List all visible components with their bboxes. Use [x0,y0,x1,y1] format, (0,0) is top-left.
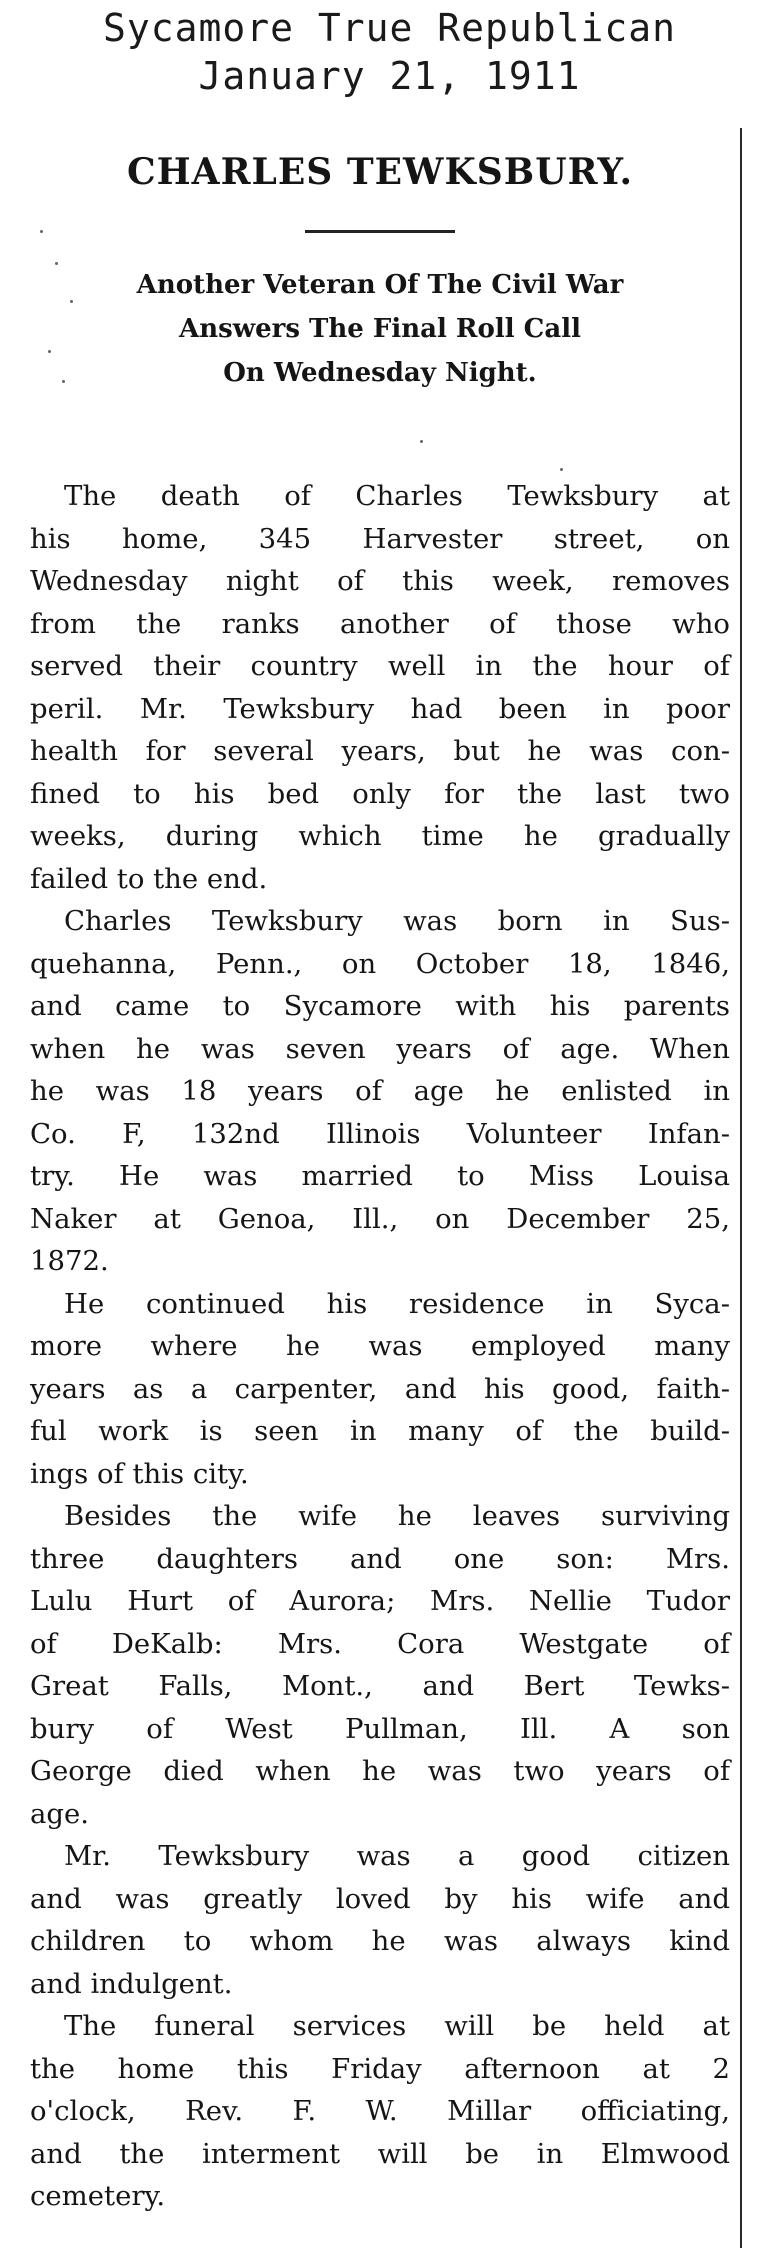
headline-divider [305,230,455,233]
column-rule [740,128,742,2248]
paragraph-line: The funeral services will be held at [64,2010,730,2042]
paragraph-line: fined to his bed only for the last two [30,777,730,810]
article-paragraph [30,1835,730,2005]
paragraph-line: his home, 345 Harvester street, on [30,522,730,555]
subhead-line: Answers The Final Roll Call [179,314,581,344]
paragraph-line: peril. Mr. Tewksbury had been in poor [30,692,730,725]
paragraph-line: and indulgent. [30,1967,233,2000]
subhead-line: Another Veteran Of The Civil War [136,270,624,300]
article-headline: CHARLES TEWKSBURY. [127,151,633,193]
paragraph-line: ful work is seen in many of the build- [30,1415,730,1447]
paragraph-line: Great Falls, Mont., and Bert Tewks- [30,1670,730,1702]
paragraph-line: age. [30,1797,90,1830]
masthead [0,4,779,100]
paragraph-line: served their country well in the hour of [30,650,730,682]
scan-speck [55,262,58,265]
paragraph-line: Besides the wife he leaves surviving [64,1500,730,1532]
scan-speck [48,350,51,353]
scan-speck [560,468,563,471]
article-paragraph [30,2005,730,2218]
paragraph-line: health for several years, but he was con- [30,735,730,767]
scan-speck [40,230,43,233]
paragraph-line: more where he was employed many [30,1330,730,1362]
paragraph-line: Lulu Hurt of Aurora; Mrs. Nellie Tudor [30,1585,730,1617]
article-paragraph [30,475,730,900]
paragraph-line: ings of this city. [30,1457,249,1490]
paragraph-line: bury of West Pullman, Ill. A son [30,1712,730,1745]
paragraph-line: Co. F, 132nd Illinois Volunteer Infan- [30,1117,730,1150]
masthead-date: January 21, 1911 [198,54,581,98]
paragraph-line: o'clock, Rev. F. W. Millar officiating, [30,2095,730,2127]
scan-speck [62,380,65,383]
paragraph-line: 1872. [30,1245,109,1277]
subhead-line: On Wednesday Night. [223,358,537,388]
paragraph-line: children to whom he was always kind [30,1925,730,1957]
paragraph-line: years as a carpenter, and his good, faith- [30,1372,730,1405]
paragraph-line: He continued his residence in Syca- [64,1287,730,1320]
scan-speck [70,300,73,303]
paragraph-line: weeks, during which time he gradually [30,820,730,852]
paragraph-line: try. He was married to Miss Louisa [30,1160,730,1192]
paragraph-line: when he was seven years of age. When [30,1032,730,1065]
paragraph-line: and came to Sycamore with his parents [30,990,730,1022]
article-paragraph [30,1495,730,1835]
paragraph-line: and the interment will be in Elmwood [30,2137,730,2170]
paragraph-line: Mr. Tewksbury was a good citizen [64,1840,730,1872]
paragraph-line: from the ranks another of those who [30,607,730,640]
paragraph-line: George died when he was two years of [30,1755,730,1787]
article-body [30,475,730,2218]
paragraph-line: Wednesday night of this week, removes [30,565,730,597]
article-subhead [30,263,730,395]
paragraph-line: Naker at Genoa, Ill., on December 25, [30,1202,730,1235]
masthead-title: Sycamore True Republican [102,6,677,50]
paragraph-line: he was 18 years of age he enlisted in [30,1075,730,1107]
paragraph-line: three daughters and one son: Mrs. [30,1542,730,1575]
scan-speck [420,440,423,443]
article-paragraph [30,1283,730,1496]
article-paragraph [30,900,730,1283]
paragraph-line: Charles Tewksbury was born in Sus- [64,905,730,937]
paragraph-line: the home this Friday afternoon at 2 [30,2052,730,2085]
paragraph-line: of DeKalb: Mrs. Cora Westgate of [30,1627,730,1660]
paragraph-line: cemetery. [30,2180,166,2212]
paragraph-line: failed to the end. [30,862,268,895]
paragraph-line: and was greatly loved by his wife and [30,1882,730,1915]
article-column [30,130,730,2218]
paragraph-line: quehanna, Penn., on October 18, 1846, [30,947,730,980]
paragraph-line: The death of Charles Tewksbury at [64,480,730,512]
